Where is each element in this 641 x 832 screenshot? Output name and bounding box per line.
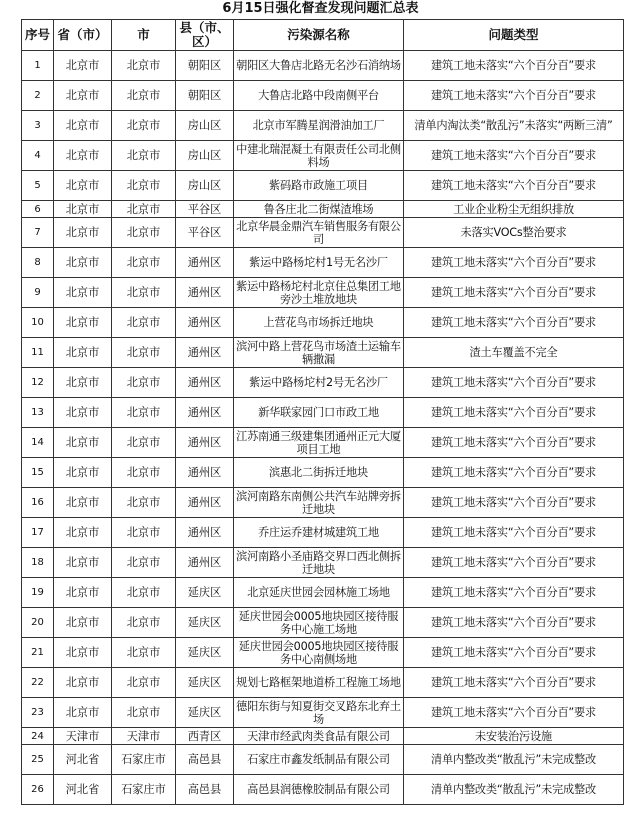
cell-city: 北京市 [112, 428, 176, 458]
cell-seq: 26 [22, 775, 54, 805]
cell-issue: 建筑工地未落实“六个百分百”要求 [404, 308, 624, 338]
table-row [22, 518, 624, 548]
cell-source: 紫运中路杨坨村1号无名沙厂 [234, 248, 404, 278]
cell-city: 石家庄市 [112, 775, 176, 805]
cell-issue: 建筑工地未落实“六个百分百”要求 [404, 608, 624, 638]
cell-seq: 13 [22, 398, 54, 428]
cell-issue: 建筑工地未落实“六个百分百”要求 [404, 51, 624, 81]
cell-county: 延庆区 [176, 578, 234, 608]
col-header-city: 市 [112, 20, 176, 51]
cell-issue: 建筑工地未落实“六个百分百”要求 [404, 81, 624, 111]
cell-source: 大鲁店北路中段南侧平台 [234, 81, 404, 111]
cell-county: 通州区 [176, 548, 234, 578]
cell-source: 延庆世园会0005地块园区接待服务中心施工场地 [234, 608, 404, 638]
cell-issue: 未落实VOCs整治要求 [404, 218, 624, 248]
cell-source: 规划七路框架地道桥工程施工场地 [234, 668, 404, 698]
cell-county: 朝阳区 [176, 81, 234, 111]
cell-seq: 2 [22, 81, 54, 111]
cell-seq: 19 [22, 578, 54, 608]
cell-issue: 工业企业粉尘无组织排放 [404, 201, 624, 218]
cell-county: 高邑县 [176, 745, 234, 775]
cell-seq: 20 [22, 608, 54, 638]
cell-source: 中建北瑞混凝土有限责任公司北侧料场 [234, 141, 404, 171]
cell-source: 石家庄市鑫发纸制品有限公司 [234, 745, 404, 775]
cell-province: 北京市 [54, 638, 112, 668]
cell-city: 天津市 [112, 728, 176, 745]
cell-city: 北京市 [112, 578, 176, 608]
cell-source: 高邑县润德橡胶制品有限公司 [234, 775, 404, 805]
cell-province: 北京市 [54, 51, 112, 81]
cell-issue: 清单内整改类“散乱污”未完成整改 [404, 775, 624, 805]
cell-seq: 24 [22, 728, 54, 745]
cell-province: 北京市 [54, 548, 112, 578]
cell-county: 延庆区 [176, 668, 234, 698]
cell-province: 北京市 [54, 458, 112, 488]
cell-county: 通州区 [176, 338, 234, 368]
cell-county: 通州区 [176, 458, 234, 488]
cell-county: 延庆区 [176, 698, 234, 728]
cell-province: 北京市 [54, 308, 112, 338]
cell-city: 北京市 [112, 278, 176, 308]
cell-issue: 渣土车覆盖不完全 [404, 338, 624, 368]
table-row [22, 278, 624, 308]
table-row [22, 428, 624, 458]
cell-county: 通州区 [176, 368, 234, 398]
table-row [22, 141, 624, 171]
table-header-row [22, 20, 624, 51]
cell-seq: 5 [22, 171, 54, 201]
cell-province: 北京市 [54, 518, 112, 548]
cell-source: 天津市经武肉类食品有限公司 [234, 728, 404, 745]
cell-province: 北京市 [54, 668, 112, 698]
table-row [22, 171, 624, 201]
cell-county: 通州区 [176, 308, 234, 338]
table-row [22, 745, 624, 775]
cell-seq: 15 [22, 458, 54, 488]
cell-city: 石家庄市 [112, 745, 176, 775]
col-header-issue: 问题类型 [404, 20, 624, 51]
cell-province: 北京市 [54, 338, 112, 368]
cell-province: 河北省 [54, 775, 112, 805]
cell-county: 通州区 [176, 428, 234, 458]
cell-source: 北京市军腾星润滑油加工厂 [234, 111, 404, 141]
cell-province: 北京市 [54, 278, 112, 308]
cell-province: 北京市 [54, 428, 112, 458]
cell-county: 西青区 [176, 728, 234, 745]
cell-issue: 建筑工地未落实“六个百分百”要求 [404, 278, 624, 308]
col-header-source: 污染源名称 [234, 20, 404, 51]
cell-city: 北京市 [112, 668, 176, 698]
cell-seq: 4 [22, 141, 54, 171]
cell-province: 北京市 [54, 218, 112, 248]
table-row [22, 668, 624, 698]
cell-issue: 建筑工地未落实“六个百分百”要求 [404, 141, 624, 171]
cell-city: 北京市 [112, 218, 176, 248]
cell-source: 朝阳区大鲁店北路无名沙石消纳场 [234, 51, 404, 81]
cell-issue: 清单内整改类“散乱污”未完成整改 [404, 745, 624, 775]
cell-county: 通州区 [176, 518, 234, 548]
cell-county: 延庆区 [176, 638, 234, 668]
table-row [22, 398, 624, 428]
table-row [22, 608, 624, 638]
cell-issue: 建筑工地未落实“六个百分百”要求 [404, 578, 624, 608]
table-row [22, 218, 624, 248]
cell-seq: 22 [22, 668, 54, 698]
table-row [22, 548, 624, 578]
table-row [22, 368, 624, 398]
cell-source: 滨河中路上营花鸟市场渣土运输车辆撒漏 [234, 338, 404, 368]
table-row [22, 338, 624, 368]
cell-county: 房山区 [176, 171, 234, 201]
cell-province: 北京市 [54, 171, 112, 201]
cell-province: 北京市 [54, 698, 112, 728]
cell-county: 平谷区 [176, 201, 234, 218]
table-row [22, 775, 624, 805]
cell-city: 北京市 [112, 141, 176, 171]
cell-seq: 25 [22, 745, 54, 775]
cell-province: 北京市 [54, 368, 112, 398]
cell-county: 朝阳区 [176, 51, 234, 81]
table-row [22, 578, 624, 608]
cell-city: 北京市 [112, 338, 176, 368]
cell-issue: 建筑工地未落实“六个百分百”要求 [404, 428, 624, 458]
table-row [22, 488, 624, 518]
cell-city: 北京市 [112, 171, 176, 201]
cell-issue: 建筑工地未落实“六个百分百”要求 [404, 458, 624, 488]
cell-issue: 建筑工地未落实“六个百分百”要求 [404, 488, 624, 518]
table-row [22, 201, 624, 218]
cell-city: 北京市 [112, 518, 176, 548]
cell-seq: 9 [22, 278, 54, 308]
cell-issue: 建筑工地未落实“六个百分百”要求 [404, 248, 624, 278]
cell-county: 高邑县 [176, 775, 234, 805]
cell-source: 滨惠北二街拆迁地块 [234, 458, 404, 488]
cell-city: 北京市 [112, 111, 176, 141]
table-row [22, 81, 624, 111]
table-row [22, 308, 624, 338]
table-title: 6月15日强化督查发现问题汇总表 [222, 1, 419, 16]
cell-seq: 11 [22, 338, 54, 368]
cell-source: 鲁各庄北二街煤渣堆场 [234, 201, 404, 218]
cell-county: 通州区 [176, 488, 234, 518]
table-row [22, 51, 624, 81]
cell-issue: 清单内淘汰类“散乱污”未落实“两断三清” [404, 111, 624, 141]
cell-county: 平谷区 [176, 218, 234, 248]
cell-seq: 21 [22, 638, 54, 668]
cell-issue: 建筑工地未落实“六个百分百”要求 [404, 548, 624, 578]
cell-city: 北京市 [112, 458, 176, 488]
cell-city: 北京市 [112, 638, 176, 668]
cell-source: 紫运中路杨坨村2号无名沙厂 [234, 368, 404, 398]
cell-county: 房山区 [176, 141, 234, 171]
cell-province: 北京市 [54, 608, 112, 638]
cell-province: 北京市 [54, 488, 112, 518]
cell-city: 北京市 [112, 368, 176, 398]
cell-city: 北京市 [112, 81, 176, 111]
cell-source: 上营花鸟市场拆迁地块 [234, 308, 404, 338]
table-row [22, 728, 624, 745]
cell-source: 乔庄运乔建材城建筑工地 [234, 518, 404, 548]
cell-issue: 建筑工地未落实“六个百分百”要求 [404, 398, 624, 428]
cell-province: 北京市 [54, 111, 112, 141]
cell-province: 北京市 [54, 81, 112, 111]
cell-county: 延庆区 [176, 608, 234, 638]
issues-table [21, 19, 624, 805]
cell-city: 北京市 [112, 488, 176, 518]
cell-city: 北京市 [112, 201, 176, 218]
col-header-seq: 序号 [22, 20, 54, 51]
cell-seq: 1 [22, 51, 54, 81]
cell-issue: 建筑工地未落实“六个百分百”要求 [404, 638, 624, 668]
cell-seq: 3 [22, 111, 54, 141]
cell-city: 北京市 [112, 51, 176, 81]
cell-seq: 18 [22, 548, 54, 578]
table-row [22, 111, 624, 141]
cell-seq: 23 [22, 698, 54, 728]
cell-seq: 7 [22, 218, 54, 248]
cell-source: 紫运中路杨坨村北京住总集团工地旁沙土堆放地块 [234, 278, 404, 308]
cell-seq: 10 [22, 308, 54, 338]
cell-province: 北京市 [54, 578, 112, 608]
col-header-county: 县（市、区） [176, 20, 234, 51]
cell-source: 北京华晨金鼎汽车销售服务有限公司 [234, 218, 404, 248]
cell-province: 河北省 [54, 745, 112, 775]
cell-seq: 12 [22, 368, 54, 398]
cell-source: 江苏南通三级建集团通州正元大厦项目工地 [234, 428, 404, 458]
table-row [22, 458, 624, 488]
cell-issue: 建筑工地未落实“六个百分百”要求 [404, 518, 624, 548]
cell-source: 德阳东街与知夏街交叉路东北弃土场 [234, 698, 404, 728]
cell-county: 通州区 [176, 398, 234, 428]
cell-issue: 建筑工地未落实“六个百分百”要求 [404, 368, 624, 398]
cell-city: 北京市 [112, 308, 176, 338]
table-body [22, 51, 624, 805]
cell-seq: 8 [22, 248, 54, 278]
cell-province: 天津市 [54, 728, 112, 745]
cell-county: 通州区 [176, 248, 234, 278]
cell-province: 北京市 [54, 201, 112, 218]
cell-province: 北京市 [54, 141, 112, 171]
table-row [22, 248, 624, 278]
cell-source: 延庆世园会0005地块园区接待服务中心南侧场地 [234, 638, 404, 668]
cell-county: 房山区 [176, 111, 234, 141]
cell-city: 北京市 [112, 398, 176, 428]
cell-county: 通州区 [176, 278, 234, 308]
cell-city: 北京市 [112, 548, 176, 578]
cell-source: 紫码路市政施工项目 [234, 171, 404, 201]
table-row [22, 698, 624, 728]
col-header-province: 省（市） [54, 20, 112, 51]
cell-issue: 未安装治污设施 [404, 728, 624, 745]
cell-source: 滨河南路东南侧公共汽车站牌旁拆迁地块 [234, 488, 404, 518]
cell-province: 北京市 [54, 248, 112, 278]
cell-seq: 16 [22, 488, 54, 518]
cell-city: 北京市 [112, 248, 176, 278]
cell-issue: 建筑工地未落实“六个百分百”要求 [404, 171, 624, 201]
cell-issue: 建筑工地未落实“六个百分百”要求 [404, 698, 624, 728]
cell-city: 北京市 [112, 608, 176, 638]
cell-seq: 6 [22, 201, 54, 218]
cell-issue: 建筑工地未落实“六个百分百”要求 [404, 668, 624, 698]
cell-source: 新华联家园门口市政工地 [234, 398, 404, 428]
table-row [22, 638, 624, 668]
cell-province: 北京市 [54, 398, 112, 428]
cell-city: 北京市 [112, 698, 176, 728]
cell-source: 滨河南路小圣庙路交界口西北侧拆迁地块 [234, 548, 404, 578]
cell-seq: 17 [22, 518, 54, 548]
cell-seq: 14 [22, 428, 54, 458]
cell-source: 北京延庆世园会园林施工场地 [234, 578, 404, 608]
